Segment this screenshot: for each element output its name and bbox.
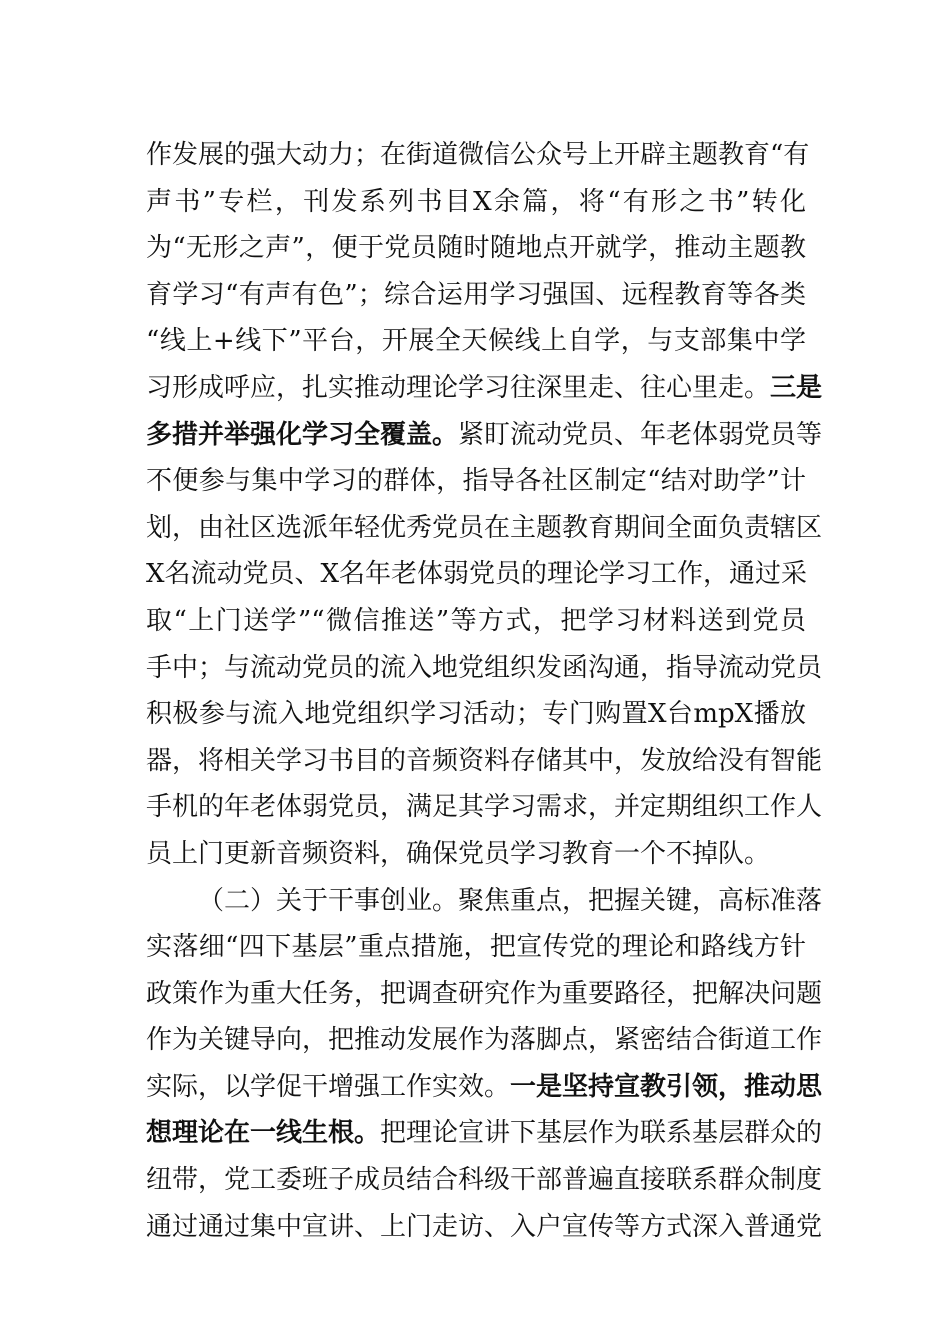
bold-heading-run: 多措并举强化学习全覆盖。 bbox=[146, 419, 459, 450]
text-line: 实落细“四下基层”重点措施，把宣传党的理论和路线方针 bbox=[146, 932, 806, 963]
text-line bbox=[146, 1064, 823, 1111]
text-line: 作为关键导向，把推动发展作为落脚点，紧密结合街道工作 bbox=[146, 1025, 823, 1056]
text-line bbox=[146, 1110, 823, 1157]
bold-heading-run: 一是坚持宣教引领，推动思 bbox=[510, 1071, 823, 1102]
text-run: 把理论宣讲下基层作为联系基层群众的 bbox=[380, 1118, 823, 1149]
text-line: 不便参与集中学习的群体，指导各社区制定“结对助学”计 bbox=[146, 466, 806, 497]
text-line: 纽带，党工委班子成员结合科级干部普遍直接联系群众制度 bbox=[146, 1165, 823, 1196]
text-line: “线上+线下”平台，开展全天候线上自学，与支部集中学 bbox=[146, 326, 806, 357]
text-line: 通过通过集中宣讲、上门走访、入户宣传等方式深入普通党 bbox=[146, 1211, 823, 1242]
text-line: 器，将相关学习书目的音频资料存储其中，发放给没有智能 bbox=[146, 745, 823, 776]
text-line: 为“无形之声”，便于党员随时随地点开就学，推动主题教 bbox=[146, 233, 806, 264]
text-line: 划，由社区选派年轻优秀党员在主题教育期间全面负责辖区 bbox=[146, 512, 823, 543]
text-line: 积极参与流入地党组织学习活动；专门购置X台mpX播放 bbox=[146, 699, 806, 730]
text-line bbox=[146, 412, 823, 459]
text-line: 声书”专栏，刊发系列书目X余篇，将“有形之书”转化 bbox=[146, 186, 806, 217]
text-line: 手中；与流动党员的流入地党组织发函沟通，指导流动党员 bbox=[146, 652, 823, 683]
text-run: 习形成呼应，扎实推动理论学习往深里走、往心里走。 bbox=[146, 372, 771, 403]
text-line: 政策作为重大任务，把调查研究作为重要路径，把解决问题 bbox=[146, 978, 823, 1009]
text-line: 取“上门送学”“微信推送”等方式，把学习材料送到党员 bbox=[146, 605, 806, 636]
document-page bbox=[146, 132, 823, 1250]
text-line: 员上门更新音频资料，确保党员学习教育一个不掉队。 bbox=[146, 838, 771, 869]
text-run: 实际，以学促干增强工作实效。 bbox=[146, 1071, 511, 1102]
text-line: 作发展的强大动力；在街道微信公众号上开辟主题教育“有 bbox=[146, 140, 810, 170]
paragraph-learning-coverage bbox=[146, 132, 823, 878]
text-line bbox=[146, 365, 823, 412]
bold-heading-run: 三是 bbox=[770, 372, 823, 403]
bold-heading-run: 想理论在一线生根。 bbox=[146, 1118, 381, 1149]
text-line: X名流动党员、X名年老体弱党员的理论学习工作，通过采 bbox=[146, 559, 808, 590]
text-line: 手机的年老体弱党员，满足其学习需求，并定期组织工作人 bbox=[146, 792, 823, 823]
text-line: 育学习“有声有色”；综合运用学习强国、远程教育等各类 bbox=[146, 279, 806, 310]
text-run: 紧盯流动党员、年老体弱党员等 bbox=[458, 419, 823, 450]
paragraph-entrepreneurship bbox=[146, 878, 823, 1251]
text-line-indented: （二）关于干事创业。聚焦重点，把握关键，高标准落 bbox=[198, 885, 823, 916]
